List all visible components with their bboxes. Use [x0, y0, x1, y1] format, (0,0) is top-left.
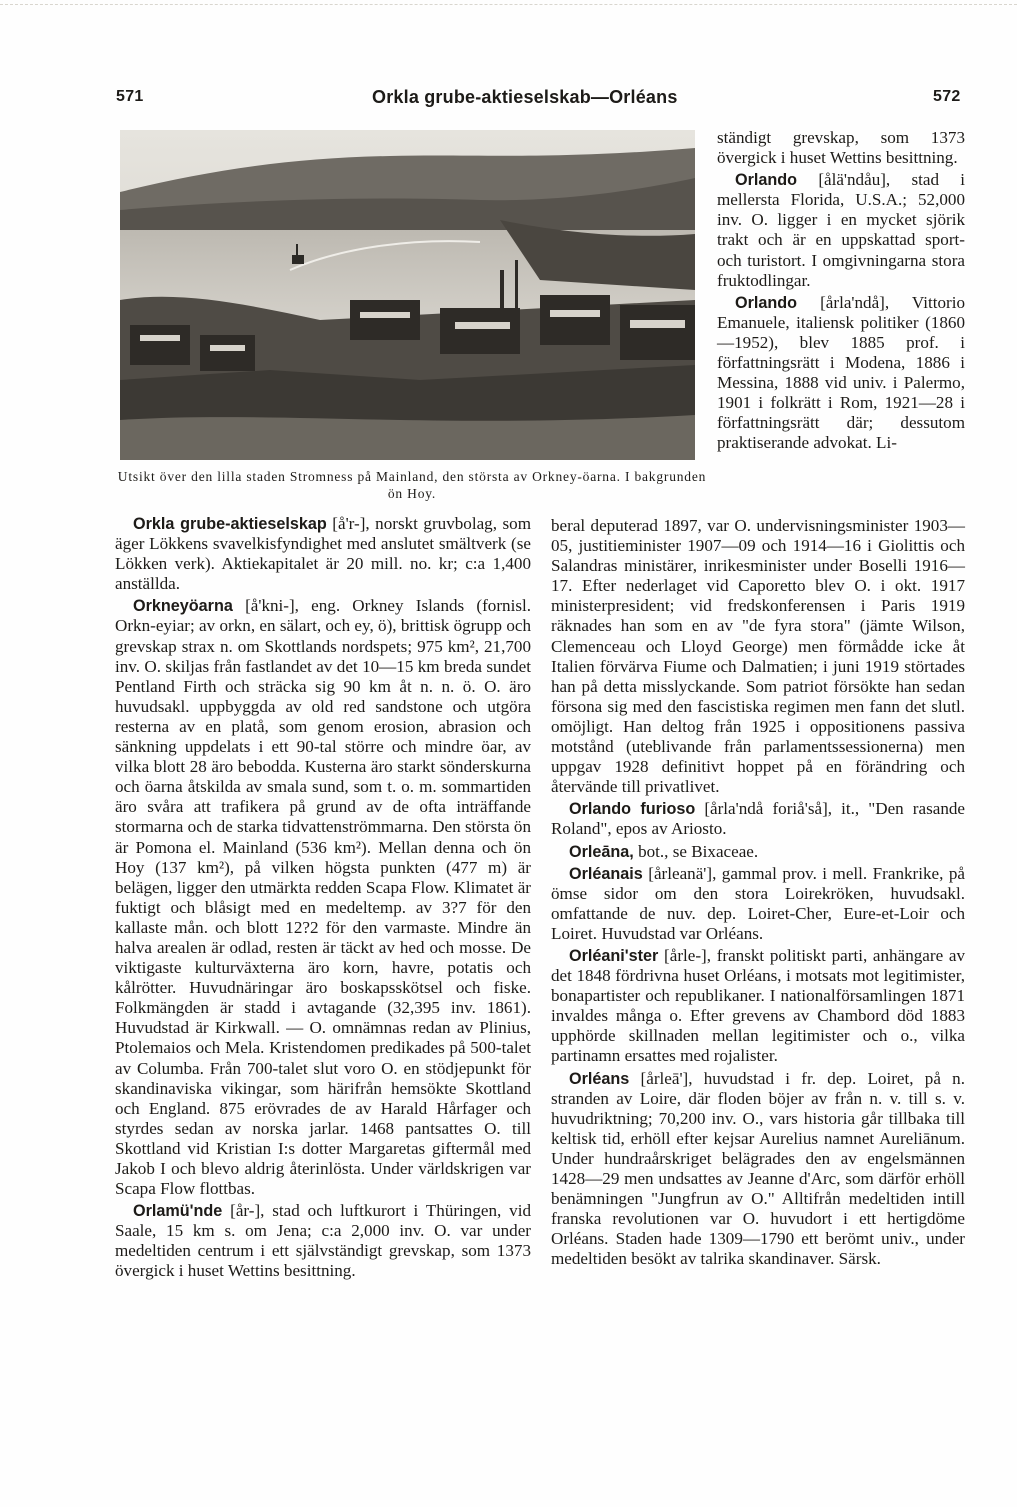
headword: Orlando: [735, 171, 798, 190]
right-column-top: [717, 128, 965, 454]
left-column: [115, 514, 531, 1282]
entry-text: [årla'ndå], Vittorio Emanuele, italiensk politiker (1860—1952), blev 1885 prof. i författningsrätt i Modena, 1886 i Messina, 1888 vid univ. i Palermo, 1901 i folkrätt i Rom, 1921—28 i författningsrätt där; dessutom praktiserande advokat. Li-: [717, 292, 965, 453]
entry-orlando-furioso: [551, 799, 965, 839]
photo-illustration: [120, 130, 695, 460]
headword: Orlamü'nde: [133, 1202, 223, 1221]
entry-orkla: [115, 514, 531, 594]
continued-paragraph: beral deputerad 1897, var O. undervisningsminister 1903—05, justitieminister 1907—09 och 1914—16 i Giolittis och Salandras ministärer, inrikesminister under Boselli 1916—17. Efter nederlaget vid Caporetto blev O. i okt. 1917 ministerpresident; vid fredskonferensen i Paris 1919 räknades han som en av "de fyra stora" (jämte Wilson, Clemenceau och Lloyd George) men förmådde icke åt Italien förvärva Fiume och Dalmatien; i juni 1919 störtades han på detta misslyckande. Som patriot försökte han sedan försona sig med den fascistiska regimen men fann det slutl. omöjligt. Han deltog från 1925 i oppositionens passiva motstånd (uteblivande från parlamentssessionerna) men uppgav 1928 definitivt hoppet på en förändring och återvände till privatlivet.: [551, 516, 965, 797]
headword: Orlando: [735, 293, 798, 312]
entry-orlando-florida: [717, 170, 965, 291]
entry-text: [årla'ndå foriå'så], it., "Den rasande Roland", epos av Ariosto.: [551, 799, 965, 839]
entry-text: [å'kni-], eng. Orkney Islands (fornisl. Orkn-eyiar; av orkn, en sälart, och ey, ö), brittisk ögrupp och grevskap strax n. om Skottlands nordspets; 975 km², 21,700 inv. O. skiljas från fastlandet av det 10—15 km breda sundet Pentland Firth och sträcka sig 90 km åt n. n. ö. O. äro huvudsakl. uppbyggda av old red sandstone och utgöra resterna av en platå, som genom erosion, abrasion och sänkning uppdelats i ett 90-tal större och mindre öar, av vilka blott 28 äro bebodda. Kusterna äro starkt sönderskurna och öarna åtskilda av smala sund, som t. o. m. sommartiden äro svåra att trafikera på grund av de ofta inträffande stormarna och de starka tidvattenströmmarna. Den största ön är Pomona el. Mainland (536 km²). Mellan denna och ön Hoy (137 km²), på vilken högsta punkten (477 m) är belägen, ligger den utmärkta redden Scapa Flow. Klimatet är fuktigt och blåsigt med en medeltemp. av 3?7 för den kallaste mån. och blott 12?2 för den varmaste. Mindre än halva arealen är odlad, resten är täckt av hed och mosse. De viktigaste kulturväxterna äro korn, havre, potatis och kålrötter. Huvudnäringar äro boskapsskötsel och fiske. Folkmängden är stadd i avtagande (32,395 inv. 1861). Huvudstad är Kirkwall. — O. omnämnas redan av Plinius, Ptolemaios och Mela. Kristendomen predikades på 500-talet av Columba. Från 700-talet slut voro O. en stödjepunkt för skandinaviska vikingar, som härifrån hemsökte Skottland och England. 875 erövrades de av Harald Hårfager och styrdes sedan av norska jarlar. 1468 pantsattes O. till Skottland vid Kristian I:s dotter Margaretas giftermål med Jakob I och blevo aldrig återinlösta. Under världskrigen var Scapa Flow flottbas.: [115, 596, 531, 1199]
page-number-left: 571: [116, 88, 144, 105]
running-title: Orkla grube-aktieselskab—Orléans: [372, 87, 678, 107]
page-edge-line: [0, 4, 1017, 5]
right-column: [551, 516, 965, 1269]
headword: Orlando furioso: [569, 800, 696, 819]
headword: Orkla grube-aktieselskap: [133, 515, 327, 533]
headword: Orkneyöarna: [133, 597, 233, 616]
headword: Orléans: [569, 1069, 630, 1088]
entry-text: [årle-], franskt politiskt parti, anhängare av det 1848 fördrivna huset Orléans, i motsats mot legitimister, bonapartister och republikaner. I nationalförsamlingen 1871 invaldes många o. Efter grevens av Chambord död 1883 upphörde skillnaden mellan legitimister och o., vilka partinamn ersattes med rojalister.: [551, 945, 965, 1066]
continued-paragraph: ständigt grevskap, som 1373 övergick i huset Wettins besittning.: [717, 128, 965, 168]
headword: Orleāna,: [569, 842, 634, 861]
entry-orleana: [551, 842, 965, 862]
stromness-photo: [120, 130, 695, 460]
headword: Orléanais: [569, 864, 643, 883]
entry-text: bot., se Bixaceae.: [633, 841, 759, 861]
entry-text: [ålä'ndåu], stad i mellersta Florida, U.S.A.; 52,000 inv. O. ligger i en mycket sjörik trakt och är en uppskattad sport- och turistort. I omgivningarna stora fruktodlingar.: [717, 170, 965, 290]
page-number-right: 572: [933, 88, 961, 105]
photo-caption: Utsikt över den lilla staden Stromness på Mainland, den största av Orkney-öarna. I bakgrunden ön Hoy.: [117, 469, 707, 501]
entry-text: [å'r-], norskt gruvbolag, som äger Lökkens svavelkisfyndighet med anslutet smältverk (se Lökken verk). Aktiekapitalet är 20 mill. no. kr; c:a 1,400 anställda.: [115, 514, 531, 594]
entry-text: [år-], stad och luftkurort i Thüringen, vid Saale, 15 km s. om Jena; c:a 2,000 inv. O. var under medeltiden centrum i ett självständigt grevskap, som 1373 övergick i huset Wettins besittning.: [115, 1201, 531, 1281]
entry-text: [årleā'], huvudstad i fr. dep. Loiret, på n. stranden av Loire, där floden böjer av från n. v. till s. v. huvudriktning; 70,200 inv. O., vars historia går tillbaka till keltisk tid, erhöll efter kejsar Aurelius namnet Aureliānum. Under hundraårskriget belägrades den av engelsmännen 1428—29 men undsattes av Jeanne d'Arc, som därför erhöll benämningen "Jungfrun av O." Alltifrån medeltiden intill franska revolutionen var O. huvudort i ett hertigdöme Orléans. Staden hade 1309—1790 ett berömt univ., under medeltiden besökt av talrika skandinaver. Särsk.: [551, 1068, 965, 1269]
page-header: [0, 88, 1017, 114]
entry-text: [årleanä'], gammal prov. i mell. Frankrike, på ömse sidor om den stora Loirekröken, huvudsakl. omfattande de nuv. dep. Loiret-Cher, Eure-et-Loir och Loiret. Huvudstad var Orléans.: [551, 863, 965, 943]
headword: Orléani'ster: [569, 946, 659, 965]
entry-orkneyoarna: [115, 596, 531, 1199]
entry-orlando-politician: [717, 293, 965, 454]
entry-orleanais: [551, 864, 965, 944]
entry-orleans: [551, 1069, 965, 1270]
entry-orleanister: [551, 946, 965, 1067]
entry-orlamunde: [115, 1201, 531, 1281]
